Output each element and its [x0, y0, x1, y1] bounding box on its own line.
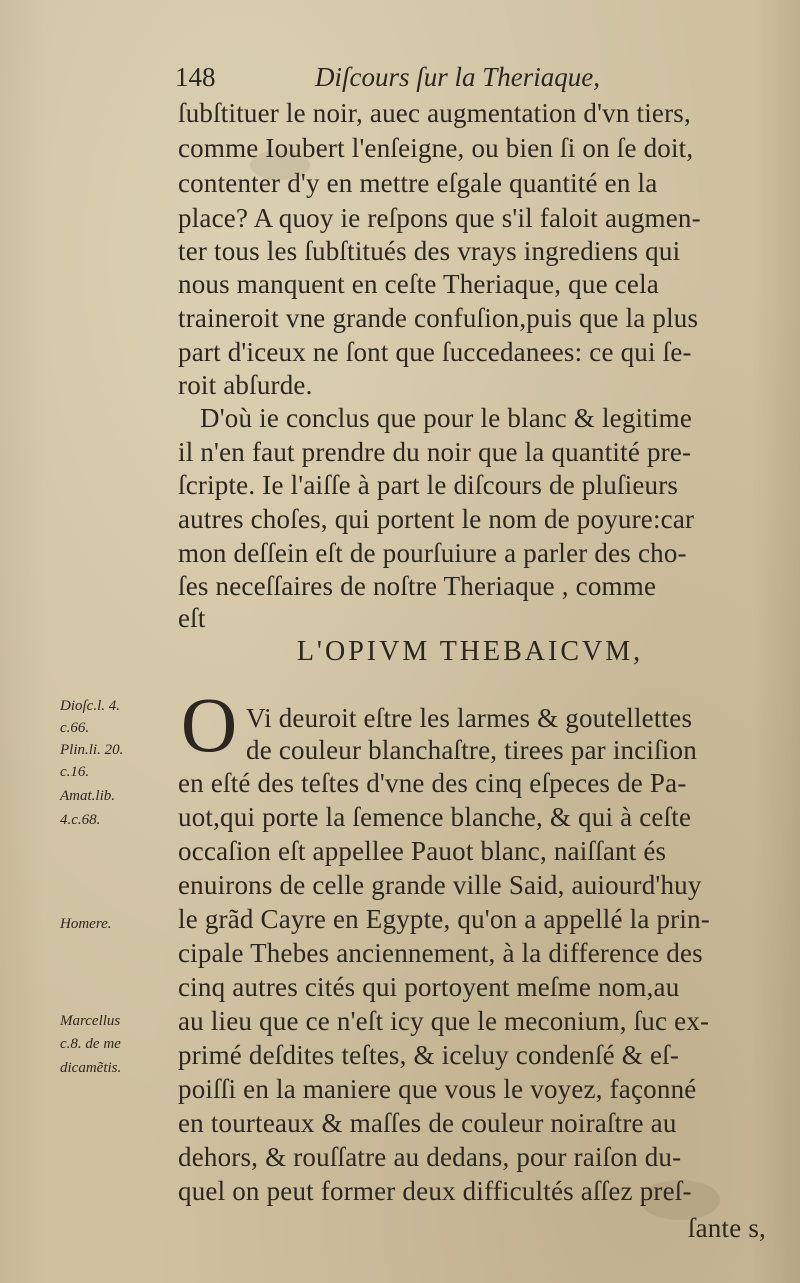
text-line: ſes neceſſaires de noſtre Theriaque , comme	[178, 571, 657, 601]
text-line: en tourteaux & maſſes de couleur noiraſtre au	[178, 1108, 677, 1138]
text-line: il n'en faut prendre du noir que la quantité pre-	[178, 437, 692, 467]
text-line: ſubſtituer le noir, auec augmentation d'vn tiers,	[178, 98, 691, 128]
text-line: nous manquent en ceſte Theriaque, que cela	[178, 269, 659, 299]
text-line: au lieu que ce n'eſt icy que le meconium, ſuc ex-	[178, 1006, 710, 1036]
marginal-note: Marcellus	[60, 1013, 121, 1029]
marginal-note: 4.c.68.	[60, 812, 101, 828]
text-line: uot,qui porte la ſemence blanche, & qui à ceſte	[178, 802, 692, 832]
text-line: traineroit vne grande confuſion,puis que la plus	[178, 303, 699, 333]
text-line: comme Ioubert l'enſeigne, ou bien ſi on ſe doit,	[178, 133, 694, 163]
page-header	[175, 62, 765, 98]
text-line: poiſſi en la maniere que vous le voyez, façonné	[178, 1074, 697, 1104]
page-number: 148	[175, 62, 216, 92]
marginal-note: dicamẽtis.	[60, 1060, 122, 1076]
text-line: part d'iceux ne ſont que ſuccedanees: ce qui ſe-	[178, 337, 692, 367]
running-title: Diſcours ſur la Theriaque,	[315, 62, 601, 92]
text-line: contenter d'y en mettre eſgale quantité en la	[178, 168, 658, 198]
text-line: cipale Thebes anciennement, à la difference des	[178, 938, 703, 968]
text-line: dehors, & rouſſatre au dedans, pour raiſon du-	[178, 1142, 682, 1172]
text-line: place? A quoy ie reſpons que s'il faloit augmen-	[178, 203, 701, 233]
marginal-note: c.8. de me	[60, 1036, 121, 1052]
text-line: mon deſſein eſt de pourſuiure a parler des cho-	[178, 538, 687, 568]
text-line: quel on peut former deux difficultés aſſez preſ-	[178, 1176, 692, 1206]
text-line: primé deſdites teſtes, & iceluy condenſé & eſ-	[178, 1040, 680, 1070]
text-line: occaſion eſt appellee Pauot blanc, naiſſant és	[178, 836, 667, 866]
marginal-note: Dioſc.l. 4.	[60, 698, 120, 714]
text-line: autres choſes, qui portent le nom de poyure:car	[178, 504, 695, 534]
text-line: Vi deuroit eſtre les larmes & goutellettes	[246, 703, 693, 733]
marginal-note: Homere.	[60, 916, 112, 932]
marginal-note: Amat.lib.	[60, 788, 115, 804]
text-line: cinq autres cités qui portoyent meſme nom,au	[178, 972, 680, 1002]
marginal-note: c.16.	[60, 764, 90, 780]
text-line: ter tous les ſubſtitués des vrays ingrediens qui	[178, 236, 681, 266]
catchword: ſante s,	[687, 1213, 766, 1243]
text-line: le grãd Cayre en Egypte, qu'on a appellé la prin-	[178, 904, 710, 934]
marginal-note: Plin.li. 20.	[60, 742, 124, 758]
section-heading: L'OPIVM THEBAICVM,	[296, 636, 644, 667]
text-line: D'où ie conclus que pour le blanc & legitime	[200, 403, 693, 433]
drop-cap: O	[180, 681, 238, 768]
marginal-note: c.66.	[60, 720, 90, 736]
text-line: en eſté des teſtes d'vne des cinq eſpeces de Pa-	[178, 768, 687, 798]
text-line: ſcripte. Ie l'aiſſe à part le diſcours de pluſieurs	[178, 470, 679, 500]
text-line: enuirons de celle grande ville Said, auiourd'huy	[178, 870, 702, 900]
text-line: roit abſurde.	[178, 370, 313, 400]
text-line: eſt	[178, 603, 206, 633]
text-line: de couleur blanchaſtre, tirees par inciſion	[246, 735, 697, 765]
